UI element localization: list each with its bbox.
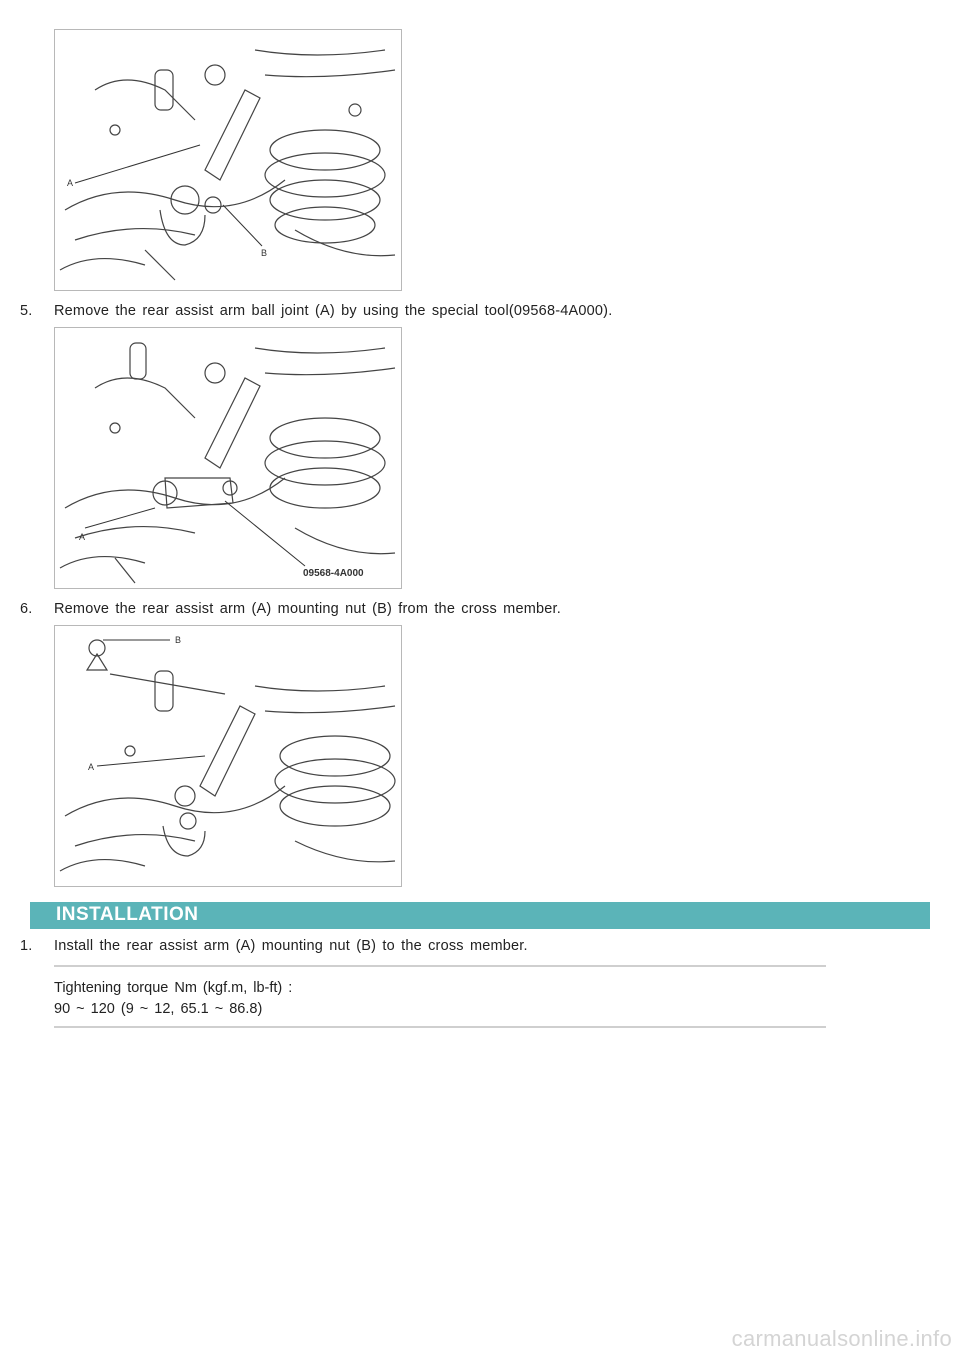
figure-ball-joint-tool [54, 327, 402, 589]
install-step-1-number: 1. [20, 938, 33, 954]
figure-1-label-b: B [261, 248, 268, 258]
watermark: carmanualsonline.info [731, 1326, 952, 1351]
step-5-number: 5. [20, 303, 33, 319]
figure-3-label-a: A [88, 762, 95, 772]
torque-note-line-2: 90 ~ 120 (9 ~ 12, 65.1 ~ 86.8) [54, 1001, 263, 1017]
figure-2-label-tool: 09568-4A000 [303, 568, 364, 579]
figure-mounting-nut [54, 625, 402, 887]
install-step-1-text: Install the rear assist arm (A) mounting nut (B) to the cross member. [54, 938, 528, 954]
step-5 [20, 303, 612, 319]
figure-assist-arm-nut [54, 29, 402, 291]
note-top-divider [54, 965, 826, 967]
step-5-text: Remove the rear assist arm ball joint (A) by using the special tool(09568-4A000). [54, 303, 613, 319]
figure-3-label-b: B [175, 635, 182, 645]
step-6-text: Remove the rear assist arm (A) mounting nut (B) from the cross member. [54, 601, 561, 617]
note-bottom-divider [54, 1026, 826, 1028]
figure-1-label-a: A [67, 178, 74, 188]
section-title: INSTALLATION [56, 904, 199, 925]
install-step-1 [20, 938, 528, 954]
step-6-number: 6. [20, 601, 33, 617]
step-6 [20, 601, 561, 617]
figure-2-label-a: A [79, 532, 86, 542]
suspension-diagram-2 [55, 328, 401, 588]
suspension-diagram-3 [55, 626, 401, 886]
section-header-installation [30, 902, 930, 929]
suspension-diagram-1 [55, 30, 401, 290]
torque-note-line-1: Tightening torque Nm (kgf.m, lb-ft) : [54, 980, 293, 996]
